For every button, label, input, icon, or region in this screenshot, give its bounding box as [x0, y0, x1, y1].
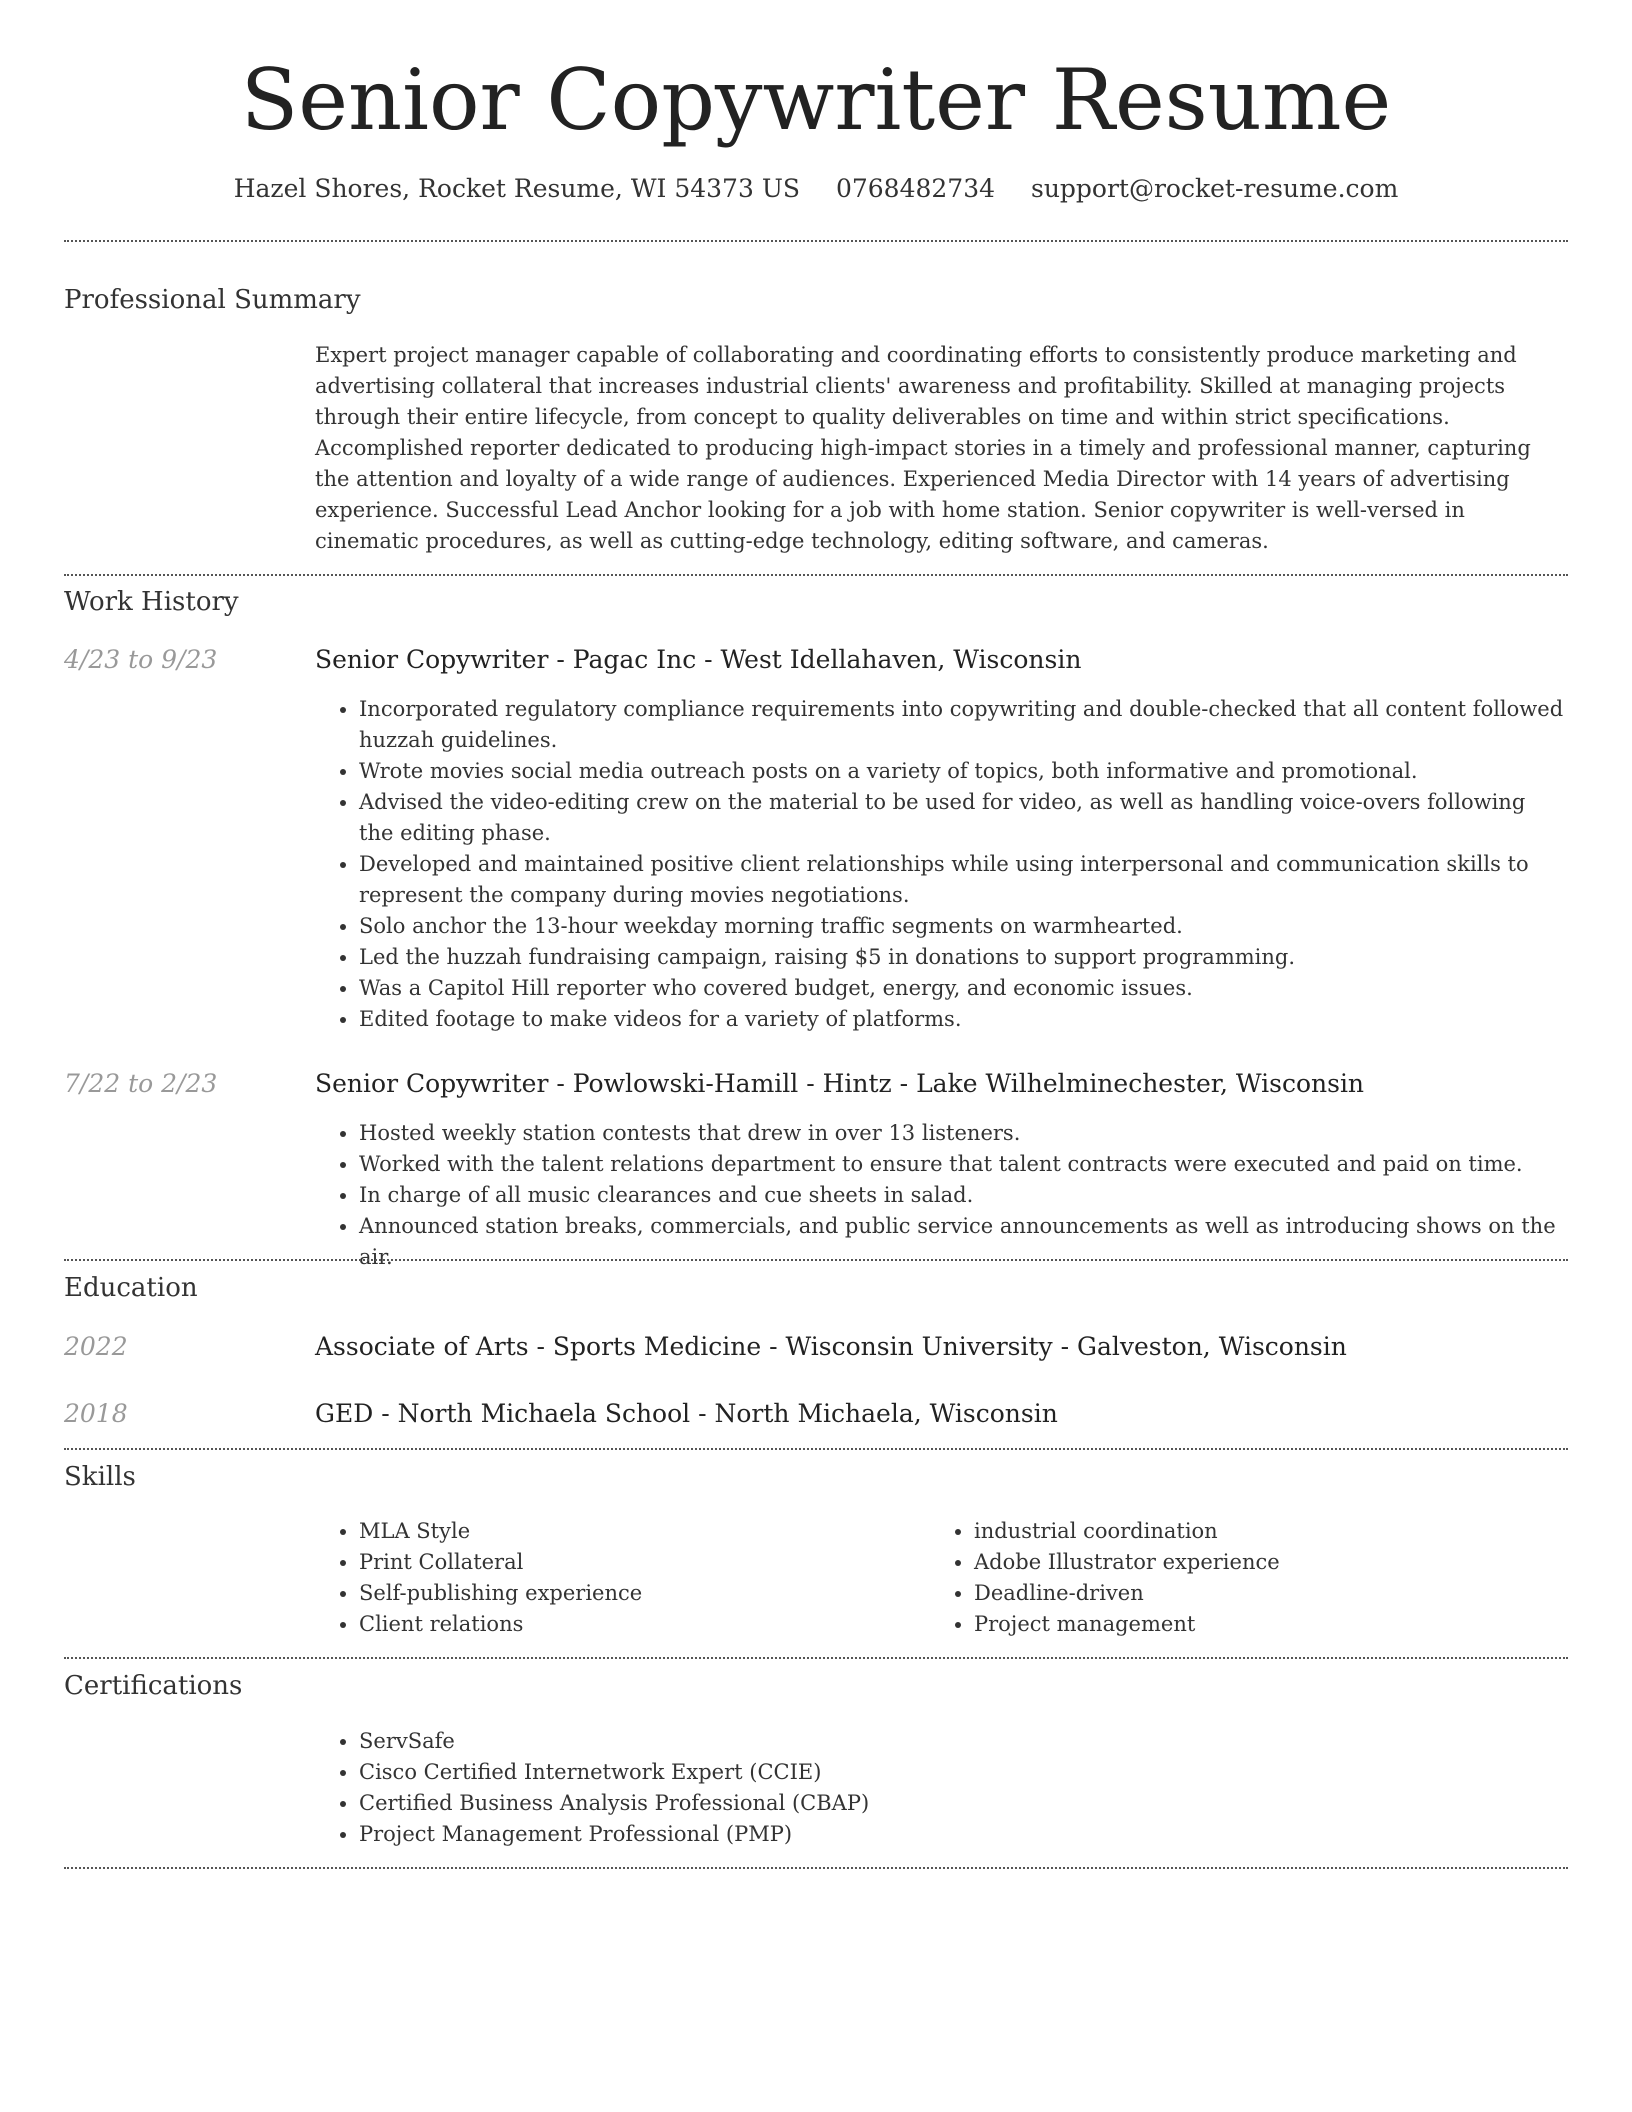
divider: [64, 1657, 1568, 1659]
education-entry: Associate of Arts - Sports Medicine - Wisconsin University - Galveston, Wisconsin: [315, 1332, 1347, 1361]
list-item: • Solo anchor the 13-hour weekday morning traffic segments on warmhearted.: [359, 911, 1565, 942]
list-item: • Worked with the talent relations department to ensure that talent contracts were executed and paid on time.: [359, 1149, 1565, 1180]
certifications-heading: Certifications: [64, 1671, 243, 1701]
list-item: • Hosted weekly station contests that drew in over 13 listeners.: [359, 1118, 1565, 1149]
divider: [64, 1259, 1568, 1261]
job-dates: 7/22 to 2/23: [64, 1069, 218, 1098]
list-item: • ServSafe: [359, 1726, 1565, 1757]
list-item: • Deadline-driven: [974, 1578, 1565, 1609]
skills-list-right: [930, 1516, 1565, 1640]
divider: [64, 574, 1568, 576]
job-bullets: [315, 694, 1565, 1035]
list-item: • industrial coordination: [974, 1516, 1565, 1547]
contact-phone: 0768482734: [835, 174, 996, 203]
summary-text: Expert project manager capable of collaborating and coordinating efforts to consistently produce marketing and advertising collateral that increases industrial clients' awareness and profitability. Skilled at managing projects through their entire lifecycle, from concept to quality deliverables on time and within strict specifications. Accomplished reporter dedicated to producing high-impact stories in a timely and professional manner, capturing the attention and loyalty of a wide range of audiences. Experienced Media Director with 14 years of advertising experience. Successful Lead Anchor looking for a job with home station. Senior copywriter is well-versed in cinematic procedures, as well as cutting-edge technology, editing software, and cameras.: [315, 343, 1531, 553]
list-item: • Was a Capitol Hill reporter who covered budget, energy, and economic issues.: [359, 973, 1565, 1004]
certifications-list: [315, 1726, 1565, 1850]
list-item: • Incorporated regulatory compliance requirements into copywriting and double-checked that all content followed huzzah guidelines.: [359, 694, 1565, 756]
education-year: 2022: [64, 1332, 128, 1361]
job-title: Senior Copywriter - Powlowski-Hamill - Hintz - Lake Wilhelminechester, Wisconsin: [315, 1069, 1365, 1098]
divider: [64, 1867, 1568, 1869]
list-item: • Advised the video-editing crew on the material to be used for video, as well as handling voice-overs following the editing phase.: [359, 787, 1565, 849]
list-item: • Wrote movies social media outreach posts on a variety of topics, both informative and promotional.: [359, 756, 1565, 787]
job-bullets: [315, 1118, 1565, 1273]
divider: [64, 240, 1568, 242]
job-title: Senior Copywriter - Pagac Inc - West Idellahaven, Wisconsin: [315, 645, 1082, 674]
list-item: • Announced station breaks, commercials, and public service announcements as well as introducing shows on the air.: [359, 1211, 1565, 1273]
education-heading: Education: [64, 1273, 198, 1303]
list-item: • Edited footage to make videos for a variety of platforms.: [359, 1004, 1565, 1035]
list-item: • Adobe Illustrator experience: [974, 1547, 1565, 1578]
list-item: • Print Collateral: [359, 1547, 930, 1578]
contact-line: [0, 172, 1632, 206]
list-item: • Cisco Certified Internetwork Expert (CCIE): [359, 1757, 1565, 1788]
work-history-heading: Work History: [64, 587, 239, 617]
list-item: • In charge of all music clearances and cue sheets in salad.: [359, 1180, 1565, 1211]
divider: [64, 1448, 1568, 1450]
list-item: • Project Management Professional (PMP): [359, 1819, 1565, 1850]
job-dates: 4/23 to 9/23: [64, 645, 218, 674]
resume-title: Senior Copywriter Resume: [240, 51, 1392, 149]
list-item: • Client relations: [359, 1609, 930, 1640]
skills-heading: Skills: [64, 1462, 136, 1492]
list-item: • Project management: [974, 1609, 1565, 1640]
contact-email: support@rocket-resume.com: [1030, 174, 1399, 203]
summary-heading: Professional Summary: [64, 285, 361, 315]
education-entry: GED - North Michaela School - North Michaela, Wisconsin: [315, 1399, 1058, 1428]
list-item: • Led the huzzah fundraising campaign, raising $5 in donations to support programming.: [359, 942, 1565, 973]
skills-list-left: [315, 1516, 930, 1640]
list-item: • MLA Style: [359, 1516, 930, 1547]
list-item: • Certified Business Analysis Professional (CBAP): [359, 1788, 1565, 1819]
list-item: • Developed and maintained positive client relationships while using interpersonal and communication skills to represent the company during movies negotiations.: [359, 849, 1565, 911]
education-year: 2018: [64, 1399, 128, 1428]
contact-address: Hazel Shores, Rocket Resume, WI 54373 US: [233, 174, 801, 203]
list-item: • Self-publishing experience: [359, 1578, 930, 1609]
